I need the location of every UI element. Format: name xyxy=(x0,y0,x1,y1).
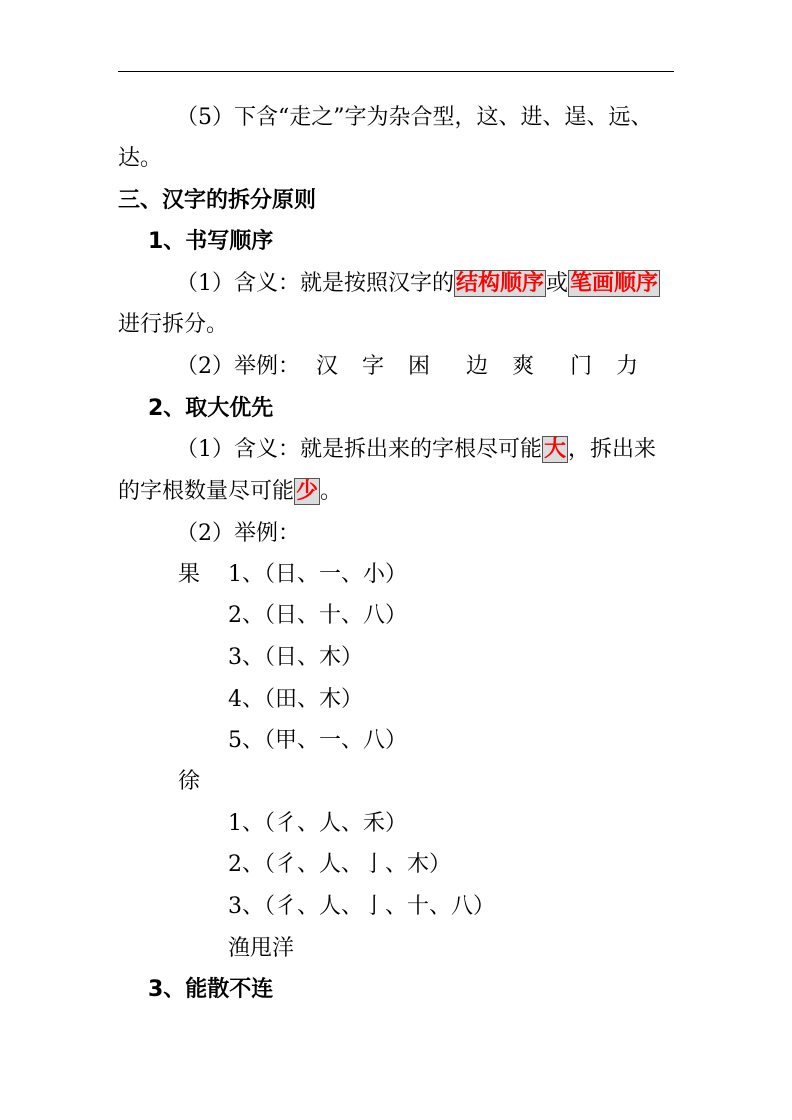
definition-text: （1）含义：就是按照汉字的 xyxy=(176,271,454,296)
example-char-xu: 徐 xyxy=(178,769,201,794)
example-char: 困 xyxy=(408,354,431,379)
example-chars-tail: 渔甩洋 xyxy=(228,936,295,961)
highlight-term: 结构顺序 xyxy=(456,271,545,296)
definition-text: ，拆出来 xyxy=(568,437,657,462)
definition-text: 。 xyxy=(320,479,343,504)
decomposition-item: 5、（甲、一、八） xyxy=(228,728,407,753)
subsection-heading: 2、取大优先 xyxy=(148,396,274,421)
decomposition-item: 3、（日、木） xyxy=(228,645,363,670)
decomposition-item: 2、（日、十、八） xyxy=(228,603,407,628)
definition-line xyxy=(118,478,342,506)
definition-line xyxy=(176,436,656,464)
example-char-guo: 果 xyxy=(178,562,201,587)
example-char: 门 xyxy=(570,354,593,379)
example-char: 字 xyxy=(362,354,385,379)
highlight-term: 少 xyxy=(296,479,319,504)
decomposition-item: 2、（彳、人、亅、木） xyxy=(228,852,451,877)
decomposition-item: 1、（彳、人、禾） xyxy=(228,811,407,836)
example-label: （2）举例： xyxy=(176,521,300,546)
example-line xyxy=(176,353,638,381)
header-rule xyxy=(118,71,674,72)
section-heading: 三、汉字的拆分原则 xyxy=(118,188,317,213)
example-char: 爽 xyxy=(512,354,535,379)
subsection-heading: 3、能散不连 xyxy=(148,977,274,1002)
paragraph-line: （5）下含“走之”字为杂合型，这、进、逞、远、 xyxy=(176,105,653,130)
example-label: （2）举例： xyxy=(176,354,300,379)
example-char: 边 xyxy=(466,354,489,379)
subsection-heading: 1、书写顺序 xyxy=(148,229,274,254)
decomposition-item: 3、（彳、人、亅、十、八） xyxy=(228,894,495,919)
paragraph-line: 进行拆分。 xyxy=(118,312,229,337)
decomposition-item: 4、（田、木） xyxy=(228,687,363,712)
definition-text: 或 xyxy=(546,271,569,296)
definition-line xyxy=(176,270,660,298)
definition-text: 的字根数量尽可能 xyxy=(118,479,295,504)
highlight-term: 笔画顺序 xyxy=(570,271,659,296)
paragraph-line: 达。 xyxy=(118,146,163,171)
highlight-term: 大 xyxy=(544,437,567,462)
definition-text: （1）含义：就是拆出来的字根尽可能 xyxy=(176,437,542,462)
example-char: 力 xyxy=(616,354,639,379)
decomposition-item: 1、（日、一、小） xyxy=(228,562,407,587)
example-char: 汉 xyxy=(316,354,339,379)
